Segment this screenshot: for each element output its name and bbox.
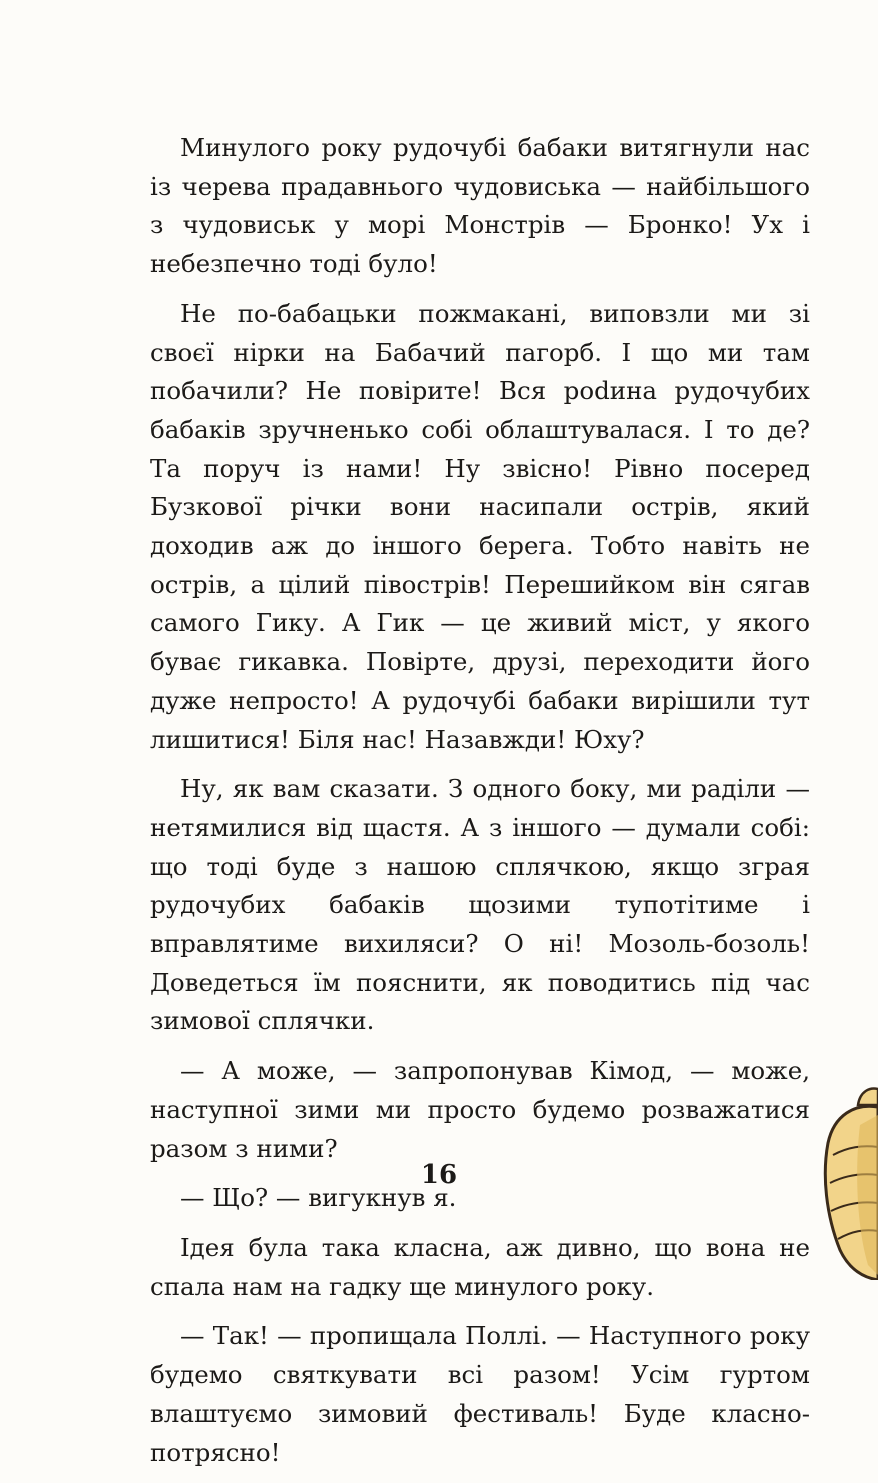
paragraph: Не по-бабацьки пожмакані, виповзли ми зі своєї нірки на Бабачий пагорб. І що ми там побачили? Не повірите! Вся роdина рудочубих бабаків зручненько собі облаштувалася. І то де? Та поруч із нами! Ну звісно! Рівно посеред Бузкової річки вони насипали острів, який доходив аж до іншого берега. Тобто навіть не острів, а цілий півострів! Перешийком він сягав самого Гику. А Гик — це живий міст, у якого буває гикавка. Повірте, друзі, переходити його дуже непросто! А рудочубі бабаки вирішили тут лишитися! Біля нас! Назавжди! Юху? [150,298,810,754]
paragraph: — Що? — вигукнув я. [180,1183,457,1213]
paragraph: Ну, як вам сказати. З одного боку, ми раділи — нетямилися від щастя. А з іншого — думали собі: що тоді буде з нашою сплячкою, якщо зграя рудочубих бабаків щозими тупотітиме і вправлятиме вихиляси? О ні! Мозоль-бозоль! Доведеться їм пояснити, як поводитись під час зимової сплячки. [150,774,810,1036]
cartoon-character-corner-icon [800,1085,878,1280]
paragraph: Минулого року рудочубі бабаки витягнули нас із черева прадавнього чудовиська — найбільшого з чудовиськ у морі Монстрів — Бронко! Ух і небезпечно тоді було! [150,133,810,279]
paragraph: Ідея була така класна, аж дивно, що вона не спала нам на гадку ще минулого року. [150,1232,810,1301]
character-ear [858,1089,878,1105]
paragraph: — А може, — запропонував Кімод, — може, наступної зими ми просто будемо розважатися разом з ними? [150,1056,810,1163]
paragraph: — Так! — пропищала Поллі. — Наступного року будемо святкувати всі разом! Усім гуртом влаштуємо зимовий фестиваль! Буде класно-потрясно! [150,1321,810,1467]
page-number: 16 [420,1160,458,1190]
